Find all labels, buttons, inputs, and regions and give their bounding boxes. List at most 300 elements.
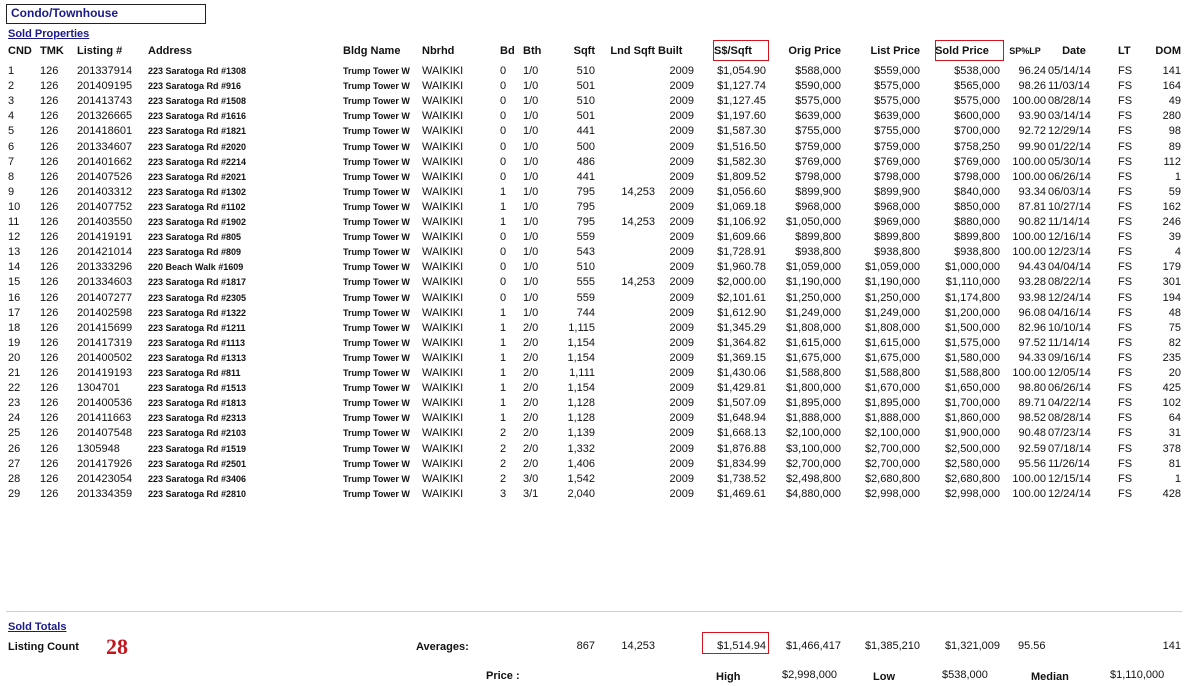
totals-divider	[6, 611, 1182, 612]
cell-cnd: 26	[8, 442, 21, 455]
cell-built: 2009	[669, 472, 694, 485]
cell-tmk: 126	[40, 457, 59, 470]
cell-lnd-sqft: 14,253	[621, 216, 655, 228]
cell-sold-price: $1,650,000	[944, 382, 1000, 395]
cell-nbrhd: WAIKIKI	[422, 291, 464, 304]
cell-dom: 1	[1174, 170, 1181, 183]
cell-list-price: $1,675,000	[864, 351, 920, 364]
cell-lt: FS	[1118, 95, 1133, 108]
cell-built: 2009	[669, 321, 694, 334]
cell-nbrhd: WAIKIKI	[422, 231, 464, 244]
col-header-list-price: List Price	[870, 45, 920, 57]
cell-bth: 1/0	[523, 276, 539, 289]
cell-date: 10/27/14	[1048, 200, 1091, 213]
cell-orig-price: $588,000	[795, 65, 841, 77]
cell-bth: 2/0	[523, 412, 539, 425]
cell-nbrhd: WAIKIKI	[422, 65, 464, 77]
cell-built: 2009	[669, 427, 694, 440]
cell-cnd: 1	[8, 65, 15, 77]
cell-bth: 1/0	[523, 140, 539, 153]
cell-tmk: 126	[40, 397, 59, 410]
cell-date: 06/26/14	[1048, 382, 1091, 395]
cell-sold-price: $1,900,000	[944, 427, 1000, 440]
cell-sp-sqft: $1,054.90	[717, 65, 766, 77]
cell-cnd: 17	[8, 306, 21, 319]
avg-list-price: $1,385,210	[864, 640, 920, 652]
cell-lt: FS	[1118, 351, 1133, 364]
cell-built: 2009	[669, 170, 694, 183]
cell-listing-number: 201407548	[77, 427, 133, 440]
cell-bldg-name: Trump Tower W	[343, 141, 410, 152]
cell-sp-sqft: $1,516.50	[717, 140, 766, 153]
cell-bd: 0	[500, 261, 507, 274]
cell-sqft: 441	[576, 170, 595, 183]
cell-cnd: 21	[8, 367, 21, 379]
cell-cnd: 12	[8, 231, 21, 244]
col-header-sp-lp: SP%LP	[1009, 46, 1041, 56]
cell-orig-price: $759,000	[795, 140, 841, 153]
cell-orig-price: $1,190,000	[785, 276, 841, 289]
col-header-bd: Bd	[500, 45, 515, 57]
cell-dom: 89	[1168, 140, 1181, 153]
cell-bth: 1/0	[523, 306, 539, 319]
price-label: Price :	[486, 670, 520, 682]
cell-date: 11/26/14	[1048, 457, 1091, 470]
cell-dom: 4	[1174, 246, 1181, 259]
cell-date: 06/26/14	[1048, 170, 1091, 183]
cell-tmk: 126	[40, 276, 59, 289]
cell-date: 10/10/14	[1048, 321, 1091, 334]
cell-bd: 1	[500, 306, 507, 319]
cell-list-price: $559,000	[874, 65, 920, 77]
cell-bldg-name: Trump Tower W	[343, 201, 410, 212]
cell-bth: 1/0	[523, 231, 539, 244]
cell-bldg-name: Trump Tower W	[343, 337, 410, 348]
cell-built: 2009	[669, 246, 694, 259]
cell-listing-number: 201423054	[77, 472, 133, 485]
cell-bd: 0	[500, 291, 507, 304]
cell-address: 223 Saratoga Rd #2021	[148, 171, 247, 182]
cell-address: 223 Saratoga Rd #1113	[148, 337, 246, 348]
cell-tmk: 126	[40, 140, 59, 153]
median-label: Median	[1031, 671, 1069, 683]
cell-listing-number: 201413743	[77, 95, 133, 108]
cell-sp-lp: 92.59	[1018, 442, 1046, 455]
cell-dom: 39	[1168, 231, 1181, 244]
cell-tmk: 126	[40, 306, 59, 319]
cell-sqft: 1,111	[569, 367, 595, 379]
cell-sold-price: $758,250	[954, 140, 1000, 153]
cell-tmk: 126	[40, 261, 59, 274]
cell-bth: 1/0	[523, 155, 539, 168]
cell-bldg-name: Trump Tower W	[343, 262, 410, 273]
cell-tmk: 126	[40, 291, 59, 304]
cell-sold-price: $1,500,000	[944, 321, 1000, 334]
cell-sqft: 501	[576, 110, 595, 123]
cell-cnd: 29	[8, 487, 21, 500]
cell-lt: FS	[1118, 140, 1133, 153]
cell-tmk: 126	[40, 412, 59, 425]
cell-sqft: 441	[576, 125, 595, 138]
cell-bd: 1	[500, 397, 507, 410]
cell-cnd: 16	[8, 291, 21, 304]
cell-bldg-name: Trump Tower W	[343, 232, 410, 243]
cell-dom: 280	[1162, 110, 1181, 123]
cell-sqft: 2,040	[567, 487, 595, 500]
cell-orig-price: $798,000	[795, 170, 841, 183]
cell-bd: 2	[500, 427, 507, 440]
cell-cnd: 9	[8, 185, 15, 198]
cell-dom: 179	[1162, 261, 1181, 274]
cell-cnd: 27	[8, 457, 21, 470]
cell-date: 12/24/14	[1048, 487, 1091, 500]
cell-sold-price: $565,000	[954, 80, 1000, 93]
cell-lnd-sqft: 14,253	[621, 185, 655, 198]
cell-orig-price: $1,250,000	[785, 291, 841, 304]
cell-sold-price: $798,000	[954, 170, 1000, 183]
cell-sold-price: $575,000	[954, 95, 1000, 108]
cell-address: 223 Saratoga Rd #1821	[148, 126, 247, 137]
cell-nbrhd: WAIKIKI	[422, 412, 464, 425]
cell-lt: FS	[1118, 231, 1133, 244]
cell-orig-price: $1,050,000	[785, 216, 841, 228]
cell-sp-sqft: $1,469.61	[717, 487, 766, 500]
cell-sp-sqft: $1,582.30	[717, 155, 766, 168]
cell-bldg-name: Trump Tower W	[343, 96, 410, 107]
cell-sp-sqft: $1,809.52	[717, 170, 766, 183]
cell-address: 223 Saratoga Rd #1817	[148, 277, 247, 288]
cell-sp-lp: 100.00	[1012, 231, 1046, 244]
cell-address: 223 Saratoga Rd #1813	[148, 398, 247, 409]
cell-sqft: 510	[576, 65, 595, 77]
cell-bth: 1/0	[523, 291, 539, 304]
cell-sold-price: $899,800	[954, 231, 1000, 244]
cell-sold-price: $1,110,000	[945, 276, 1000, 289]
cell-bldg-name: Trump Tower W	[343, 156, 410, 167]
cell-address: 223 Saratoga Rd #2020	[148, 141, 247, 152]
cell-sp-sqft: $1,587.30	[717, 125, 766, 138]
cell-bldg-name: Trump Tower W	[343, 247, 410, 258]
cell-lt: FS	[1118, 110, 1133, 123]
cell-sqft: 1,332	[567, 442, 595, 455]
cell-sold-price: $1,580,000	[944, 351, 1000, 364]
cell-lt: FS	[1118, 367, 1133, 379]
cell-orig-price: $938,800	[795, 246, 841, 259]
cell-sqft: 795	[576, 200, 595, 213]
cell-sqft: 744	[576, 306, 595, 319]
cell-orig-price: $899,800	[795, 231, 841, 244]
cell-sp-lp: 95.56	[1018, 457, 1046, 470]
cell-address: 223 Saratoga Rd #2810	[148, 488, 247, 499]
cell-bth: 1/0	[523, 261, 539, 274]
cell-bth: 1/0	[523, 246, 539, 259]
col-header-dom: DOM	[1155, 45, 1181, 57]
cell-sp-lp: 93.98	[1018, 291, 1046, 304]
cell-listing-number: 201419191	[77, 231, 133, 244]
cell-sp-lp: 96.08	[1018, 306, 1046, 319]
highlight-box-sp-sqft	[713, 40, 769, 61]
cell-bth: 2/0	[523, 397, 539, 410]
cell-sp-sqft: $1,738.52	[717, 472, 766, 485]
cell-list-price: $575,000	[874, 95, 920, 108]
cell-built: 2009	[669, 140, 694, 153]
cell-sp-lp: 100.00	[1012, 367, 1046, 379]
cell-bldg-name: Trump Tower W	[343, 292, 410, 303]
cell-built: 2009	[669, 125, 694, 138]
cell-tmk: 126	[40, 382, 59, 395]
cell-date: 12/24/14	[1048, 291, 1091, 304]
cell-built: 2009	[669, 231, 694, 244]
cell-orig-price: $1,675,000	[785, 351, 841, 364]
cell-sp-sqft: $1,876.88	[717, 442, 766, 455]
cell-cnd: 13	[8, 246, 21, 259]
cell-sqft: 1,542	[567, 472, 595, 485]
cell-cnd: 10	[8, 200, 21, 213]
cell-date: 04/22/14	[1048, 397, 1091, 410]
cell-sold-price: $1,174,800	[944, 291, 1000, 304]
cell-nbrhd: WAIKIKI	[422, 170, 464, 183]
cell-bldg-name: Trump Tower W	[343, 428, 410, 439]
cell-sp-sqft: $1,345.29	[717, 321, 766, 334]
cell-lt: FS	[1118, 276, 1133, 289]
cell-sp-sqft: $1,834.99	[717, 457, 766, 470]
cell-bth: 2/0	[523, 382, 539, 395]
cell-nbrhd: WAIKIKI	[422, 397, 464, 410]
cell-sold-price: $1,000,000	[944, 261, 1000, 274]
cell-bd: 2	[500, 472, 507, 485]
cell-sp-lp: 100.00	[1012, 95, 1046, 108]
cell-sold-price: $1,200,000	[944, 306, 1000, 319]
cell-dom: 59	[1168, 185, 1181, 198]
cell-sp-lp: 100.00	[1012, 246, 1046, 259]
cell-listing-number: 201334603	[77, 276, 133, 289]
cell-bldg-name: Trump Tower W	[343, 126, 410, 137]
cell-list-price: $2,700,000	[864, 457, 920, 470]
cell-tmk: 126	[40, 65, 59, 77]
cell-sp-lp: 100.00	[1012, 170, 1046, 183]
cell-sp-lp: 97.52	[1018, 336, 1046, 349]
col-header-bth: Bth	[523, 45, 542, 57]
cell-address: 223 Saratoga Rd #2305	[148, 292, 247, 303]
cell-dom: 425	[1162, 382, 1181, 395]
cell-orig-price: $4,880,000	[785, 487, 841, 500]
cell-lt: FS	[1118, 336, 1133, 349]
cell-bldg-name: Trump Tower W	[343, 458, 410, 469]
cell-bd: 2	[500, 442, 507, 455]
col-header-date: Date	[1062, 45, 1086, 57]
cell-bldg-name: Trump Tower W	[343, 488, 410, 499]
cell-sp-lp: 96.24	[1018, 65, 1046, 77]
cell-date: 08/28/14	[1048, 412, 1091, 425]
cell-bldg-name: Trump Tower W	[343, 473, 410, 484]
col-header-orig-price: Orig Price	[788, 45, 841, 57]
cell-listing-number: 201403312	[77, 185, 133, 198]
cell-sqft: 795	[576, 185, 595, 198]
cell-tmk: 126	[40, 185, 59, 198]
cell-sqft: 1,154	[567, 336, 595, 349]
cell-lt: FS	[1118, 246, 1133, 259]
cell-built: 2009	[669, 216, 694, 228]
cell-cnd: 15	[8, 276, 21, 289]
cell-bldg-name: Trump Tower W	[343, 352, 410, 363]
cell-lt: FS	[1118, 382, 1133, 395]
cell-tmk: 126	[40, 246, 59, 259]
cell-list-price: $759,000	[874, 140, 920, 153]
cell-orig-price: $575,000	[795, 95, 841, 108]
cell-nbrhd: WAIKIKI	[422, 351, 464, 364]
cell-sold-price: $2,580,000	[944, 457, 1000, 470]
cell-sp-lp: 100.00	[1012, 487, 1046, 500]
cell-bd: 0	[500, 65, 507, 77]
cell-cnd: 8	[8, 170, 15, 183]
cell-lt: FS	[1118, 170, 1133, 183]
listing-count-value: 28	[106, 634, 128, 659]
cell-list-price: $1,888,000	[864, 412, 920, 425]
cell-nbrhd: WAIKIKI	[422, 321, 464, 334]
cell-orig-price: $1,895,000	[785, 397, 841, 410]
cell-built: 2009	[669, 367, 694, 379]
cell-bth: 2/0	[523, 457, 539, 470]
cell-cnd: 5	[8, 125, 15, 138]
cell-bd: 1	[500, 185, 507, 198]
sold-totals-heading: Sold Totals	[8, 621, 67, 633]
cell-dom: 112	[1163, 155, 1181, 168]
cell-built: 2009	[669, 200, 694, 213]
cell-tmk: 126	[40, 442, 59, 455]
cell-bd: 1	[500, 367, 507, 379]
cell-dom: 49	[1168, 95, 1181, 108]
cell-address: 223 Saratoga Rd #1322	[148, 307, 247, 318]
cell-dom: 378	[1162, 442, 1181, 455]
cell-sold-price: $700,000	[954, 125, 1000, 138]
cell-nbrhd: WAIKIKI	[422, 472, 464, 485]
cell-address: 223 Saratoga Rd #2214	[148, 156, 247, 167]
cell-lt: FS	[1118, 427, 1133, 440]
cell-cnd: 19	[8, 336, 21, 349]
cell-bldg-name: Trump Tower W	[343, 111, 410, 122]
col-header-sqft: Sqft	[573, 45, 595, 57]
cell-bldg-name: Trump Tower W	[343, 413, 410, 424]
cell-nbrhd: WAIKIKI	[422, 140, 464, 153]
cell-bth: 1/0	[523, 110, 539, 123]
cell-bth: 2/0	[523, 351, 539, 364]
cell-nbrhd: WAIKIKI	[422, 95, 464, 108]
cell-address: 223 Saratoga Rd #1313	[148, 352, 247, 363]
cell-date: 11/14/14	[1048, 216, 1091, 228]
cell-bldg-name: Trump Tower W	[343, 443, 410, 454]
cell-list-price: $969,000	[874, 216, 920, 228]
cell-sp-lp: 92.72	[1018, 125, 1046, 138]
cell-bldg-name: Trump Tower W	[343, 66, 410, 76]
cell-listing-number: 201326665	[77, 110, 133, 123]
cell-sqft: 543	[576, 246, 595, 259]
avg-lnd-sqft: 14,253	[621, 640, 655, 652]
cell-dom: 82	[1168, 336, 1181, 349]
cell-bth: 1/0	[523, 80, 539, 93]
col-header-address: Address	[148, 45, 193, 57]
cell-nbrhd: WAIKIKI	[422, 382, 464, 395]
cell-dom: 141	[1162, 65, 1181, 77]
cell-built: 2009	[669, 442, 694, 455]
cell-nbrhd: WAIKIKI	[422, 110, 464, 123]
cell-listing-number: 201400502	[77, 351, 133, 364]
cell-built: 2009	[669, 351, 694, 364]
cell-bldg-name: Trump Tower W	[343, 322, 410, 333]
cell-listing-number: 201409195	[77, 80, 133, 93]
cell-tmk: 126	[40, 155, 59, 168]
cell-sqft: 500	[576, 140, 595, 153]
cell-sp-lp: 90.48	[1018, 427, 1046, 440]
cell-sold-price: $1,860,000	[944, 412, 1000, 425]
cell-nbrhd: WAIKIKI	[422, 367, 464, 379]
cell-sqft: 559	[576, 231, 595, 244]
cell-bldg-name: Trump Tower W	[343, 307, 410, 318]
cell-date: 12/29/14	[1048, 125, 1091, 138]
cell-sqft: 501	[576, 80, 595, 93]
cell-sp-sqft: $1,668.13	[717, 427, 766, 440]
cell-built: 2009	[669, 336, 694, 349]
cell-address: 223 Saratoga Rd #1211	[148, 322, 246, 333]
cell-date: 11/03/14	[1048, 80, 1091, 93]
cell-sold-price: $769,000	[954, 155, 1000, 168]
cell-address: 220 Beach Walk #1609	[148, 262, 244, 273]
cell-sp-sqft: $1,612.90	[717, 306, 766, 319]
cell-listing-number: 201334607	[77, 140, 133, 153]
cell-listing-number: 201400536	[77, 397, 133, 410]
cell-bth: 2/0	[523, 336, 539, 349]
cell-bth: 1/0	[523, 200, 539, 213]
cell-sp-sqft: $1,960.78	[717, 261, 766, 274]
cell-bth: 2/0	[523, 321, 539, 334]
cell-orig-price: $769,000	[795, 155, 841, 168]
cell-cnd: 18	[8, 321, 21, 334]
cell-list-price: $1,250,000	[864, 291, 920, 304]
cell-tmk: 126	[40, 170, 59, 183]
cell-bd: 1	[500, 382, 507, 395]
cell-list-price: $1,249,000	[864, 306, 920, 319]
cell-dom: 246	[1162, 216, 1181, 228]
cell-dom: 164	[1162, 80, 1181, 93]
avg-orig-price: $1,466,417	[785, 640, 841, 652]
cell-orig-price: $3,100,000	[785, 442, 841, 455]
cell-orig-price: $899,900	[795, 185, 841, 198]
cell-bth: 1/0	[523, 170, 539, 183]
averages-label: Averages:	[416, 641, 469, 653]
cell-bldg-name: Trump Tower W	[343, 81, 410, 92]
cell-dom: 235	[1162, 351, 1181, 364]
cell-orig-price: $1,800,000	[785, 382, 841, 395]
cell-date: 01/22/14	[1048, 140, 1091, 153]
cell-bth: 2/0	[523, 427, 539, 440]
cell-nbrhd: WAIKIKI	[422, 80, 464, 93]
cell-sold-price: $2,998,000	[944, 487, 1000, 500]
cell-sp-lp: 100.00	[1012, 155, 1046, 168]
cell-sold-price: $1,588,800	[944, 367, 1000, 379]
cell-listing-number: 201334359	[77, 487, 133, 500]
cell-list-price: $2,100,000	[864, 427, 920, 440]
cell-nbrhd: WAIKIKI	[422, 261, 464, 274]
cell-sp-lp: 93.28	[1018, 276, 1046, 289]
cell-built: 2009	[669, 397, 694, 410]
cell-date: 11/14/14	[1048, 336, 1091, 349]
cell-cnd: 24	[8, 412, 21, 425]
cell-listing-number: 201417926	[77, 457, 133, 470]
cell-bd: 1	[500, 336, 507, 349]
cell-orig-price: $2,700,000	[785, 457, 841, 470]
cell-bd: 0	[500, 125, 507, 138]
cell-orig-price: $755,000	[795, 125, 841, 138]
cell-built: 2009	[669, 291, 694, 304]
